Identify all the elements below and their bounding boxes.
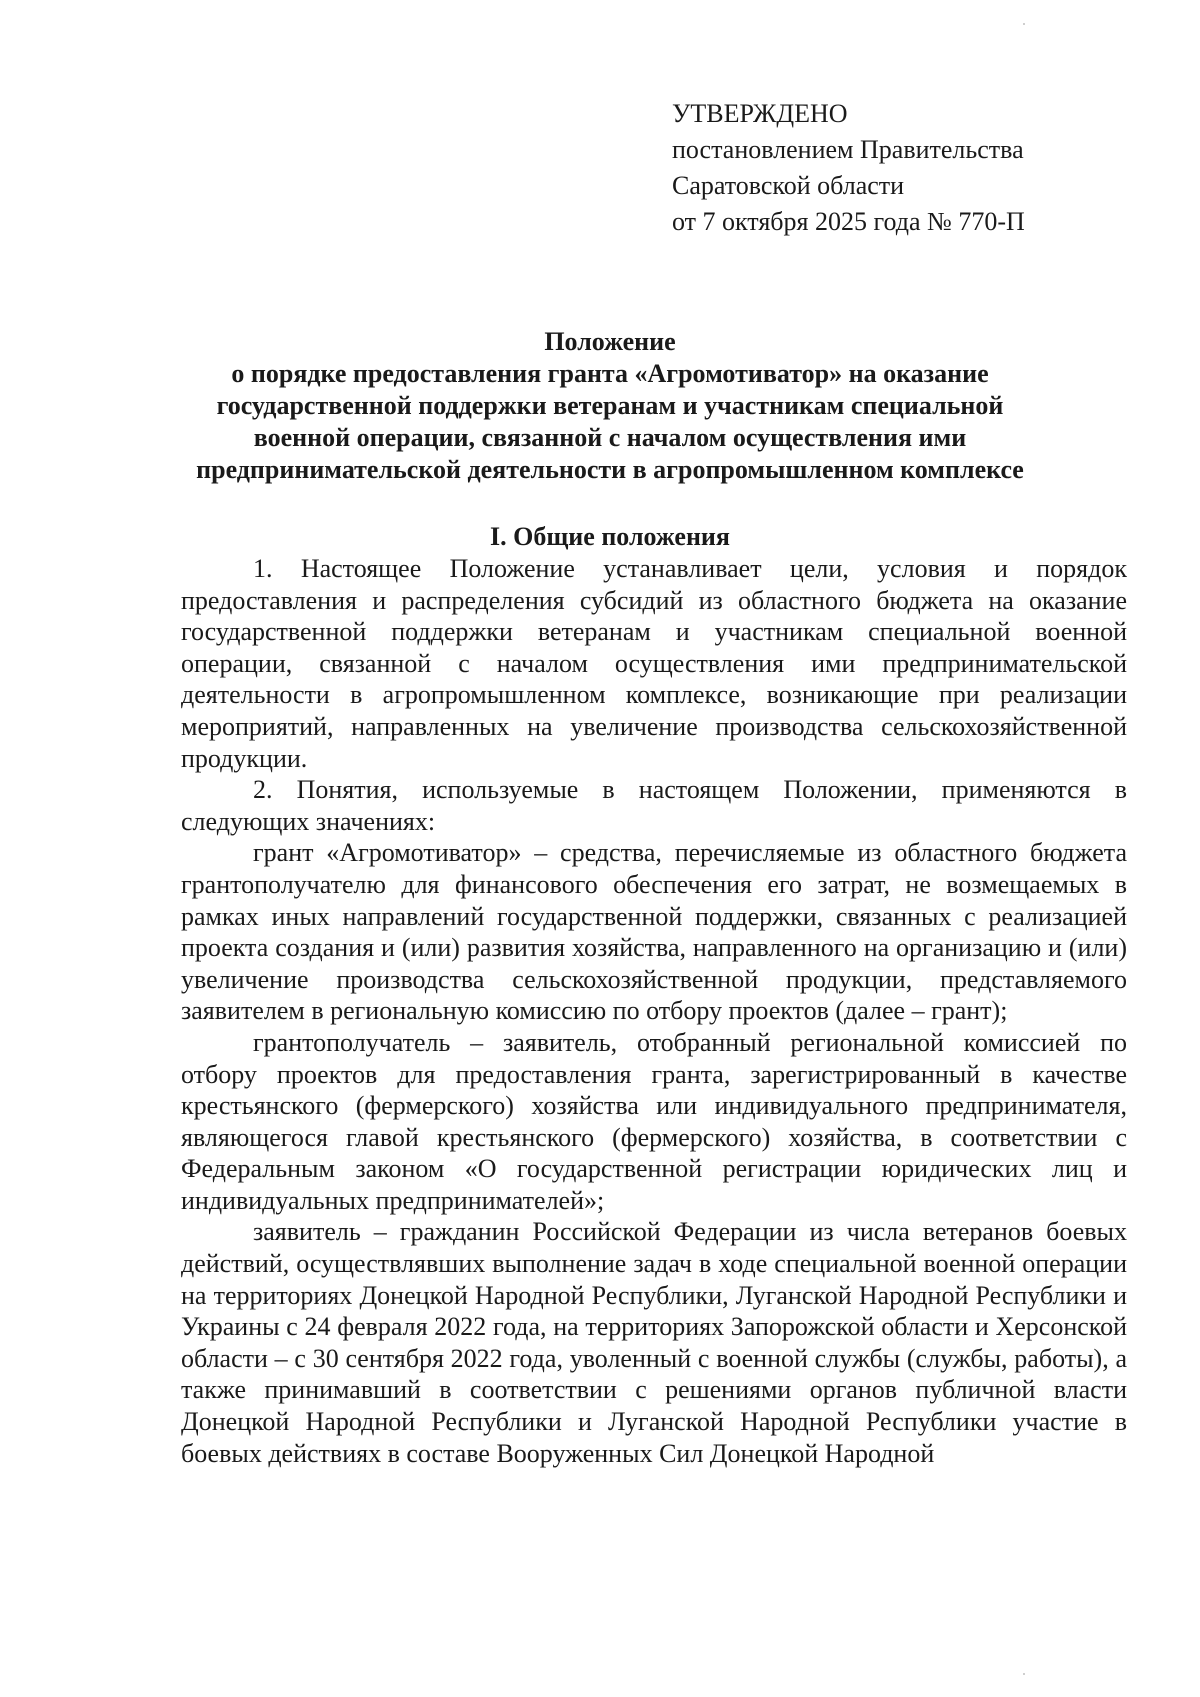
approval-date-number: от 7 октября 2025 года № 770-П	[672, 207, 1025, 236]
title-line: военной операции, связанной с началом осуществления ими	[253, 423, 967, 452]
approval-heading: УТВЕРЖДЕНО	[672, 99, 848, 128]
definition-grant: грант «Агромотиватор» – средства, перечисляемые из областного бюджета грантополучателю для финансового обеспечения его затрат, не возмещаемых в рамках иных направлений государственной поддержки, связанных с реализацией проекта создания и (или) развития хозяйства, направленного на организацию и (или) увеличение производства сельскохозяйственной продукции, представляемого заявителем в региональную комиссию по отбору проектов (далее – грант);	[181, 838, 1127, 1026]
paragraph-item-2: 2. Понятия, используемые в настоящем Положении, применяются в следующих значениях:	[181, 775, 1127, 836]
scan-speck	[1023, 1673, 1025, 1675]
title-line: Положение	[544, 327, 676, 356]
approval-stamp-block	[672, 96, 1152, 240]
scan-speck	[1023, 23, 1025, 25]
paragraph-item-1: 1. Настоящее Положение устанавливает цели, условия и порядок предоставления и распределения субсидий из областного бюджета на оказание государственной поддержки ветеранам и участникам специальной военной операции, связанной с началом осуществления ими предпринимательской деятельности в агропромышленном комплексе, возникающие при реализации мероприятий, направленных на увеличение производства сельскохозяйственной продукции.	[181, 554, 1127, 773]
approval-region: Саратовской области	[672, 171, 905, 200]
title-line: о порядке предоставления гранта «Агромотиватор» на оказание	[231, 359, 989, 388]
section-heading: I. Общие положения	[490, 522, 730, 551]
definition-applicant: заявитель – гражданин Российской Федерации из числа ветеранов боевых действий, осуществлявших выполнение задач в ходе специальной военной операции на территориях Донецкой Народной Республики, Луганской Народной Республики и Украины с 24 февраля 2022 года, на территориях Запорожской области и Херсонской области – с 30 сентября 2022 года, уволенный с военной службы (службы, работы), а также принимавший в соответствии с решениями органов публичной власти Донецкой Народной Республики и Луганской Народной Республики участие в боевых действиях в составе Вооруженных Сил Донецкой Народной	[181, 1217, 1127, 1468]
section-body	[181, 553, 1127, 1469]
document-title	[150, 326, 1070, 486]
title-line: предпринимательской деятельности в агропромышленном комплексе	[196, 455, 1024, 484]
definition-grant-recipient: грантополучатель – заявитель, отобранный региональной комиссией по отбору проектов для предоставления гранта, зарегистрированный в качестве крестьянского (фермерского) хозяйства или индивидуального предпринимателя, являющегося главой крестьянского (фермерского) хозяйства, в соответствии с Федеральным законом «О государственной регистрации юридических лиц и индивидуальных предпринимателей»;	[181, 1027, 1127, 1215]
approval-by-resolution: постановлением Правительства	[672, 135, 1024, 164]
title-line: государственной поддержки ветеранам и участникам специальной	[216, 391, 1004, 420]
